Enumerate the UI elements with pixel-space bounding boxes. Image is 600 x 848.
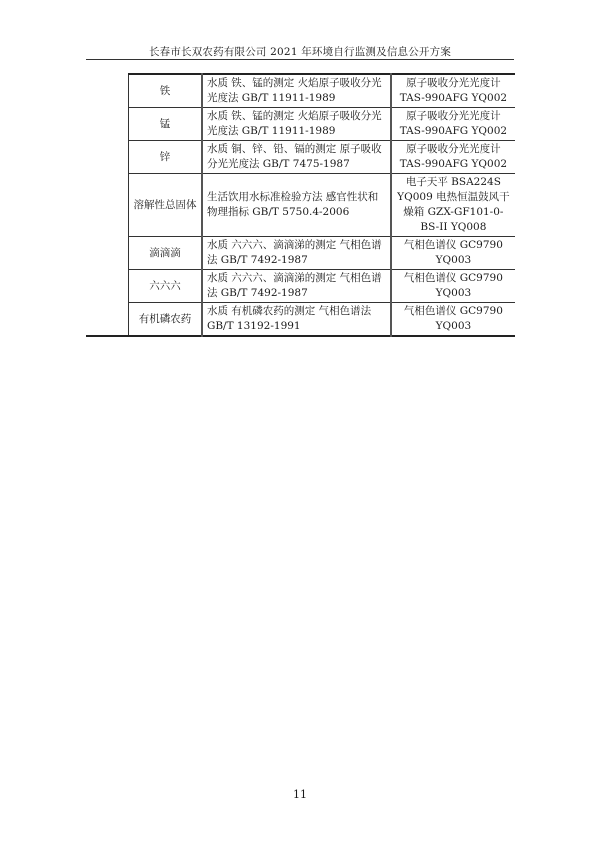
instrument-cell: 气相色谱仪 GC9790 YQ003 [391,237,515,270]
table-row [86,108,515,141]
item-cell: 锰 [129,108,202,141]
blank-cell [86,141,129,174]
monitoring-method-table [86,73,515,337]
item-cell: 滴滴滴 [129,237,202,270]
method-cell: 水质 六六六、滴滴涕的测定 气相色谱法 GB/T 7492-1987 [202,237,391,270]
blank-cell [86,270,129,303]
method-cell: 水质 铁、锰的测定 火焰原子吸收分光光度法 GB/T 11911-1989 [202,74,391,108]
item-cell: 有机磷农药 [129,303,202,337]
method-cell: 水质 有机磷农药的测定 气相色谱法 GB/T 13192-1991 [202,303,391,337]
table-row [86,74,515,108]
header-divider [86,59,514,60]
table-row [86,303,515,337]
instrument-cell: 原子吸收分光光度计 TAS-990AFG YQ002 [391,141,515,174]
blank-cell [86,74,129,108]
method-cell: 生活饮用水标准检验方法 感官性状和物理指标 GB/T 5750.4-2006 [202,174,391,237]
page-header: 长春市长双农药有限公司 2021 年环境自行监测及信息公开方案 [148,46,452,58]
blank-cell [86,237,129,270]
table-row [86,237,515,270]
blank-cell [86,108,129,141]
instrument-cell: 电子天平 BSA224S YQ009 电热恒温鼓风干燥箱 GZX-GF101-0-BS-II YQ008 [391,174,515,237]
table-row [86,174,515,237]
method-cell: 水质 铁、锰的测定 火焰原子吸收分光光度法 GB/T 11911-1989 [202,108,391,141]
method-cell: 水质 铜、锌、铅、镉的测定 原子吸收分光光度法 GB/T 7475-1987 [202,141,391,174]
instrument-cell: 气相色谱仪 GC9790 YQ003 [391,303,515,337]
instrument-cell: 原子吸收分光光度计 TAS-990AFG YQ002 [391,108,515,141]
method-cell: 水质 六六六、滴滴涕的测定 气相色谱法 GB/T 7492-1987 [202,270,391,303]
table-row [86,270,515,303]
item-cell: 铁 [129,74,202,108]
item-cell: 六六六 [129,270,202,303]
blank-cell [86,174,129,237]
instrument-cell: 气相色谱仪 GC9790 YQ003 [391,270,515,303]
page-number: 11 [293,788,307,801]
item-cell: 锌 [129,141,202,174]
item-cell: 溶解性总固体 [129,174,202,237]
blank-cell [86,303,129,337]
table-row [86,141,515,174]
instrument-cell: 原子吸收分光光度计 TAS-990AFG YQ002 [391,74,515,108]
